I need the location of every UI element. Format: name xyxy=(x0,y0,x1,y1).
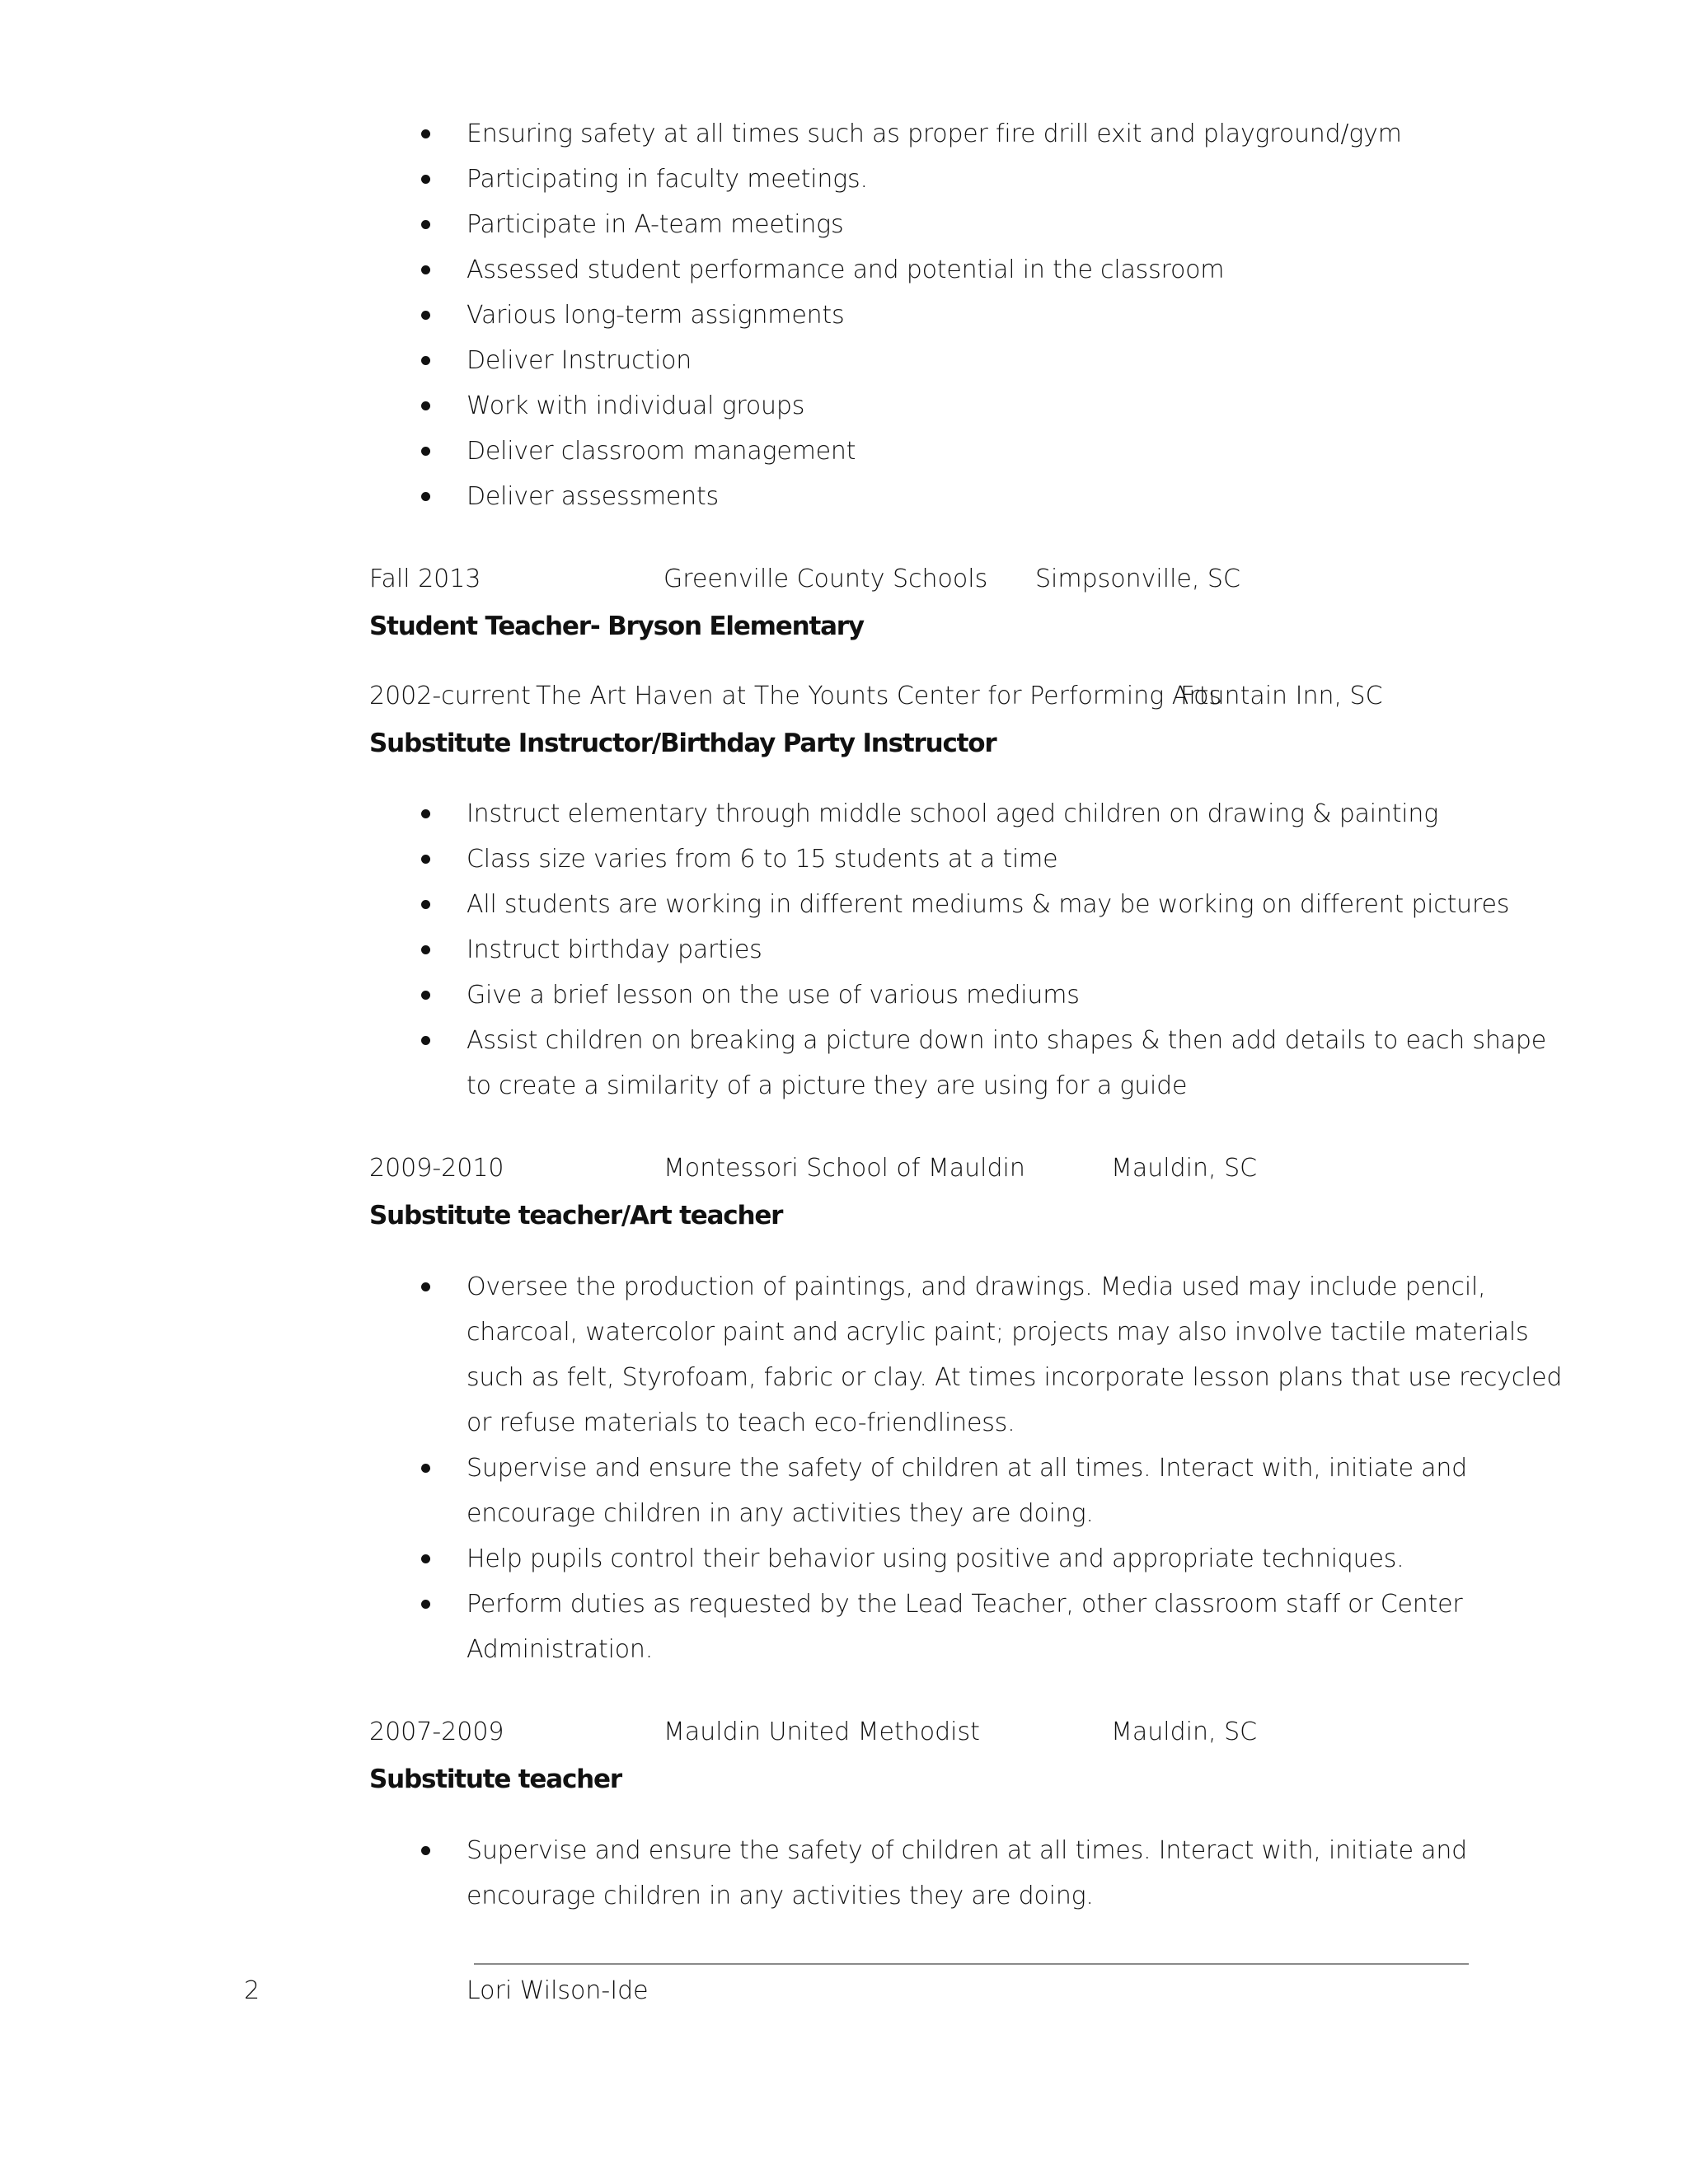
bullet-icon xyxy=(421,1282,430,1291)
list-item: Instruct birthday parties xyxy=(0,927,1571,972)
bullet-icon xyxy=(421,1600,430,1609)
bullet-icon xyxy=(421,220,430,229)
list-item: Perform duties as requested by the Lead Teacher, other classroom staff or Center Administration. xyxy=(0,1582,1571,1672)
bullet-icon xyxy=(421,809,430,818)
bullet-icon xyxy=(421,129,430,138)
job-location: Fountain Inn, SC xyxy=(1180,682,1383,710)
list-item: Give a brief lesson on the use of various mediums xyxy=(0,972,1571,1018)
duties-list xyxy=(0,791,1571,1108)
bullet-icon xyxy=(421,855,430,864)
bullet-icon xyxy=(421,311,430,320)
job-location: Mauldin, SC xyxy=(1111,1718,1258,1746)
list-item: Supervise and ensure the safety of children at all times. Interact with, initiate and encourage children in any activities they are doing. xyxy=(0,1446,1571,1536)
job-title: Substitute Instructor/Birthday Party Instructor xyxy=(369,729,996,758)
duties-list xyxy=(0,111,1571,519)
job-title: Substitute teacher/Art teacher xyxy=(369,1201,783,1230)
list-item: Deliver assessments xyxy=(0,474,1571,519)
duties-list xyxy=(0,1828,1571,1919)
job-title: Substitute teacher xyxy=(369,1765,621,1794)
bullet-icon xyxy=(421,265,430,274)
list-item: Oversee the production of paintings, and drawings. Media used may include pencil, charcoal, watercolor paint and acrylic paint; projects may also involve tactile materials such as felt, Styrofoam, fabric or clay. At times incorporate lesson plans that use recycled or refuse materials to teach eco-friendliness. xyxy=(0,1264,1571,1446)
job-employer: The Art Haven at The Younts Center for Performing Arts xyxy=(536,682,1222,710)
list-item: Deliver classroom management xyxy=(0,429,1571,474)
bullet-icon xyxy=(421,1846,430,1855)
list-item: Help pupils control their behavior using positive and appropriate techniques. xyxy=(0,1536,1571,1582)
list-item: All students are working in different mediums & may be working on different pictures xyxy=(0,882,1571,927)
bullet-icon xyxy=(421,1554,430,1563)
bullet-icon xyxy=(421,1036,430,1045)
bullet-icon xyxy=(421,1464,430,1473)
list-item: Class size varies from 6 to 15 students at a time xyxy=(0,837,1571,882)
job-dates: 2002-current xyxy=(369,682,531,710)
list-item: Supervise and ensure the safety of children at all times. Interact with, initiate and encourage children in any activities they are doing. xyxy=(0,1828,1571,1919)
list-item: Participate in A-team meetings xyxy=(0,202,1571,247)
list-item: Assessed student performance and potential in the classroom xyxy=(0,247,1571,293)
bullet-icon xyxy=(421,175,430,184)
list-item: Instruct elementary through middle school aged children on drawing & painting xyxy=(0,791,1571,837)
bullet-icon xyxy=(421,401,430,410)
job-location: Simpsonville, SC xyxy=(1035,565,1240,593)
list-item: Participating in faculty meetings. xyxy=(0,157,1571,202)
job-employer: Mauldin United Methodist xyxy=(663,1718,980,1746)
footer-divider xyxy=(474,1963,1469,1965)
list-item: Various long-term assignments xyxy=(0,293,1571,338)
list-item: Ensuring safety at all times such as proper fire drill exit and playground/gym xyxy=(0,111,1571,157)
bullet-icon xyxy=(421,991,430,1000)
list-item: Assist children on breaking a picture down into shapes & then add details to each shape to create a similarity of a picture they are using for a guide xyxy=(0,1018,1571,1108)
job-dates: 2009-2010 xyxy=(369,1154,504,1183)
list-item: Work with individual groups xyxy=(0,383,1571,429)
bullet-icon xyxy=(421,945,430,954)
duties-list xyxy=(0,1264,1571,1672)
job-employer: Greenville County Schools xyxy=(663,565,988,593)
bullet-icon xyxy=(421,492,430,501)
footer-author-name: Lori Wilson-Ide xyxy=(467,1976,649,2005)
job-title: Student Teacher- Bryson Elementary xyxy=(369,612,864,641)
bullet-icon xyxy=(421,356,430,365)
job-location: Mauldin, SC xyxy=(1111,1154,1258,1183)
job-dates: Fall 2013 xyxy=(369,565,481,593)
job-employer: Montessori School of Mauldin xyxy=(663,1154,1025,1183)
list-item: Deliver Instruction xyxy=(0,338,1571,383)
bullet-icon xyxy=(421,900,430,909)
job-dates: 2007-2009 xyxy=(369,1718,504,1746)
page-number: 2 xyxy=(244,1976,260,2005)
bullet-icon xyxy=(421,447,430,456)
